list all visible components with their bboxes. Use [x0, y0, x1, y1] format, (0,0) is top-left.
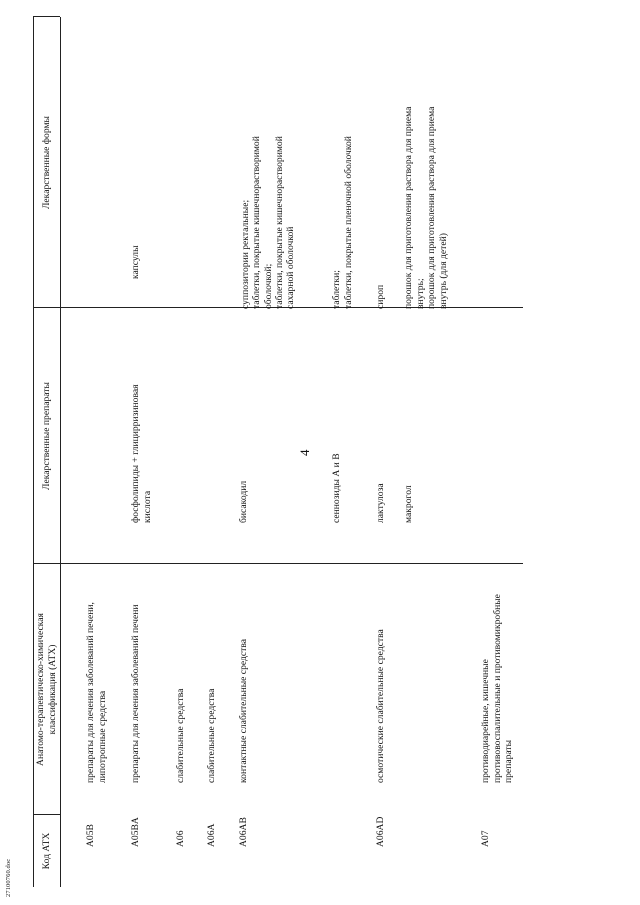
row-a06ab-code: A06AB: [238, 817, 249, 847]
row-a06ad-form2-line2: внутрь;: [414, 278, 426, 309]
row-a05b-classification-line1: препараты для лечения заболеваний печени,: [85, 602, 96, 783]
header-classification: [35, 564, 58, 815]
row-a06-code: A06: [175, 830, 186, 847]
row-a06ab-form-line3: оболочкой;: [262, 263, 274, 309]
row-a06ad-forms-macrogol: [403, 107, 449, 309]
row-a06-classification: слабительные средства: [175, 688, 186, 783]
row-a06ad-code: A06AD: [375, 816, 386, 847]
file-name-stamp: 27100760.doc: [5, 858, 12, 897]
row-a05b-classification-line2: липотропные средства: [96, 690, 108, 783]
header-bottom-border: [60, 17, 61, 887]
row-a05ba-forms: капсулы: [130, 245, 141, 279]
row-a06ad-drug-lactulose: лактулоза: [375, 483, 386, 523]
row-a06ad-form2-line3: порошок для приготовления раствора для приема: [426, 106, 437, 309]
row-a06ab-form-line1: суппозитории ректальные;: [240, 199, 251, 309]
header-drugs: [41, 308, 53, 564]
header-classification-line1: Анатомо-терапевтическо-химическая: [35, 613, 46, 766]
row-a06ab-classification: контактные слабительные средства: [238, 639, 249, 783]
atc-table: [33, 17, 523, 887]
row-a06ab-form2-line1: таблетки;: [331, 270, 342, 309]
row-a06ab-forms-sennosides: [331, 136, 354, 309]
row-a06ad-classification: осмотические слабительные средства: [375, 629, 386, 783]
row-a07-classification-line2: противовоспалительные и противомикробные: [491, 594, 503, 783]
row-a05ba-drug-line2: кислота: [141, 490, 153, 523]
row-a05ba-drug-line1: фосфолипиды + глицирризиновая: [130, 384, 141, 523]
row-a06ab-drug-sennosides: сеннозиды А и В: [331, 453, 342, 523]
row-a06ab-form-line4: таблетки, покрытые кишечнорастворимой: [273, 136, 285, 309]
table-top-border: [33, 17, 34, 887]
row-a06ab-form2-line2: таблетки, покрытые пленочной оболочкой: [342, 136, 354, 309]
row-a06ab-forms-bisacodyl: [240, 136, 296, 309]
header-forms-label: Лекарственные формы: [41, 116, 52, 210]
row-a06ad-drug-macrogol: макрогол: [403, 485, 414, 523]
row-a06ab-drug-bisacodyl: бисакодил: [238, 480, 249, 523]
header-code: [41, 815, 53, 887]
header-code-label: Код АТХ: [41, 832, 52, 870]
row-a06ad-form2-line1: порошок для приготовления раствора для приема: [403, 106, 414, 309]
row-a07-classification-line1: противодиарейные, кишечные: [480, 659, 491, 783]
row-a06a-classification: слабительные средства: [206, 688, 217, 783]
row-a06ab-form-line5: сахарной оболочкой: [285, 226, 297, 309]
row-a05ba-code: A05BA: [130, 817, 141, 847]
row-a06ab-form-line2: таблетки, покрытые кишечнорастворимой: [251, 136, 263, 309]
header-forms: [41, 17, 53, 308]
row-a06ad-forms-lactulose: сироп: [375, 284, 386, 309]
row-a05ba-drugs: [130, 384, 153, 523]
row-a07-classification: [480, 594, 515, 783]
row-a06ad-form2-line4: внутрь (для детей): [437, 233, 449, 309]
row-a05ba-classification: препараты для лечения заболеваний печени: [130, 604, 141, 783]
row-a05b-code: A05B: [85, 824, 96, 847]
header-classification-line2: классификация (АТХ): [46, 644, 58, 735]
row-a07-code: A07: [480, 830, 491, 847]
row-a06a-code: A06A: [206, 823, 217, 847]
row-a05b-classification: [85, 602, 108, 783]
row-a07-classification-line3: препараты: [503, 739, 514, 783]
header-drugs-label: Лекарственные препараты: [41, 382, 52, 490]
page-number: 4: [297, 449, 312, 456]
column-divider-2: [33, 563, 523, 564]
